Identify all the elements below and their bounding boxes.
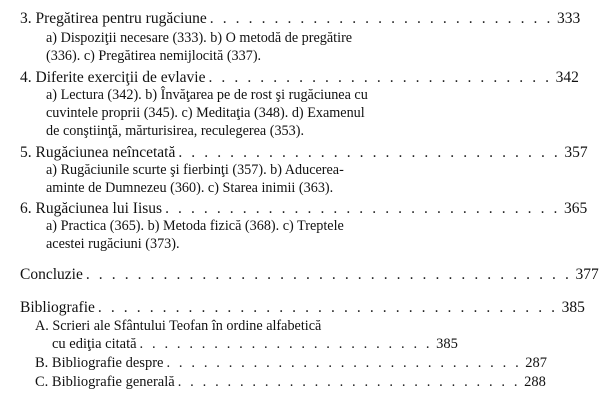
toc-entry-description: aminte de Dumnezeu (360). c) Starea inimii (363). [46, 180, 334, 196]
leader-dots: . . . . . . . . . . . . . . . . . . . . . . . . . . . . . . [178, 144, 561, 161]
toc-subentry-bibliography-a [52, 335, 458, 354]
toc-entry-chapter-6 [20, 199, 588, 218]
leader-dots: . . . . . . . . . . . . . . . . . . . . . . . . . . . . . . . [165, 200, 561, 217]
toc-subentry-bibliography-b [35, 354, 548, 373]
page-number: 342 [555, 69, 579, 86]
page-number: 377 [575, 266, 599, 283]
toc-entry-description: a) Rugăciunile scurte şi fierbinţi (357). b) Aducerea- [46, 162, 344, 178]
toc-entry-title: Bibliografie [20, 299, 95, 316]
toc-entry-title: 4. Diferite exerciţii de evlavie [20, 69, 206, 86]
leader-dots: . . . . . . . . . . . . . . . . . . . . . . . . . . . [208, 69, 552, 86]
toc-entry-bibliography [20, 298, 585, 317]
leader-dots: . . . . . . . . . . . . . . . . . . . . . . . . [139, 336, 433, 352]
toc-entry-chapter-5 [20, 143, 588, 162]
page-number: 288 [524, 374, 546, 390]
toc-entry-description: cuvintele proprii (345). c) Meditaţia (348). d) Examenul [46, 105, 365, 121]
page-number: 333 [556, 10, 581, 27]
toc-entry-description: a) Lectura (342). b) Învăţarea pe de rost şi rugăciunea cu [46, 87, 368, 103]
toc-entry-title: 6. Rugăciunea lui Iisus [20, 200, 163, 217]
leader-dots: . . . . . . . . . . . . . . . . . . . . . . . . . . . . . . . . . . . . . . [85, 266, 572, 283]
toc-entry-description: a) Practica (365). b) Metoda fizică (368). c) Treptele [46, 218, 344, 234]
toc-entry-title: Concluzie [20, 266, 83, 283]
toc-entry-description: acestei rugăciuni (373). [46, 236, 180, 252]
page-number: 287 [525, 355, 548, 371]
leader-dots: . . . . . . . . . . . . . . . . . . . . . . . . . . . . [177, 374, 521, 390]
toc-subentry-bibliography-c [35, 373, 546, 392]
toc-entry-conclusion [20, 265, 599, 284]
toc-entry-description: de conştiinţă, mărturisirea, reculegerea (353). [46, 123, 305, 139]
leader-dots: . . . . . . . . . . . . . . . . . . . . . . . . . . . . . . . . . . . . [97, 299, 558, 316]
toc-subentry-title: C. Bibliografie generală [35, 374, 175, 390]
page-number: 385 [561, 299, 585, 316]
toc-entry-chapter-4 [20, 68, 579, 87]
toc-subentry-title: B. Bibliografie despre [35, 355, 164, 371]
leader-dots: . . . . . . . . . . . . . . . . . . . . . . . . . . . [209, 10, 553, 27]
toc-entry-description: (336). c) Pregătirea nemijlocită (337). [46, 48, 262, 64]
toc-entry-title: 5. Rugăciunea neîncetată [20, 144, 176, 161]
toc-entry-title: 3. Pregătirea pentru rugăciune [20, 10, 207, 27]
toc-entry-chapter-3 [20, 9, 581, 28]
leader-dots: . . . . . . . . . . . . . . . . . . . . . . . . . . . . . [166, 355, 522, 371]
page-number: 365 [564, 200, 588, 217]
toc-subentry-title: cu ediţia citată [52, 336, 137, 352]
toc-subentry-title: A. Scrieri ale Sfântului Teofan în ordine alfabetică [35, 318, 322, 334]
toc-entry-description: a) Dispoziţii necesare (333). b) O metodă de pregătire [46, 30, 353, 46]
page-number: 357 [564, 144, 588, 161]
page-number: 385 [436, 336, 458, 352]
